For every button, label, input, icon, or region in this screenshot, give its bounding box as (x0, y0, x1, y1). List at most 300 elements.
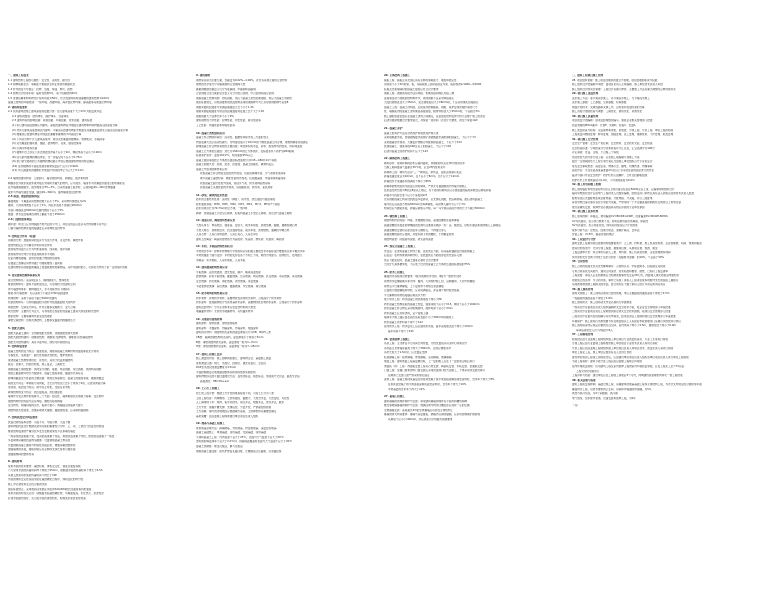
text-line: 在室内增加隔墙、封闭阳台属于增加的线荷载 (8, 257, 60, 261)
text-line: (8) 住宅套内楼梯的梯段净宽，当一边临空时不应小于0.75m (12, 155, 82, 159)
text-line: 设有钢筋混凝土构造柱的抗震多层砖房，应先绑扎钢筋，然后砌砖墙，最后浇筑混凝土 (384, 198, 483, 202)
text-line: 天然大理石：质地较密实、抗压强度较高、吸水率低、质地较软，属碱性中硬石材 (196, 228, 290, 232)
text-line: 吊杆长度大于1.5m时，应设置反支撑 (384, 351, 427, 355)
text-line: 混凝土结构的受力特点：强度较高，钢筋和混凝土两种材料的强度都能充分利用 (8, 349, 99, 353)
text-line: 砌筑砂浆：现场拌制的砂浆应随拌随用，拌制的砂浆应在3h内使用完毕 (384, 161, 466, 165)
text-line: 装配式木结构建筑：具有节能环保、绿色可持续的特点 (8, 340, 71, 344)
text-line: 改善混凝土拌合物流变性能的外加剂，包括各种减水剂、引气剂和泵送剂等 (200, 172, 286, 176)
section-heading: 36. 施工现场管理 (572, 287, 594, 291)
text-line: 高强度螺栓连接处的摩擦面的处理方法通常有喷砂（丸）法、酸洗法、砂轮打磨法和钢丝刷人工除锈法 (384, 223, 501, 227)
section-heading: 12. 饰面石材、陶瓷的特性和应用 (196, 219, 236, 223)
text-line: 木材的含水率：影响木材物理力学性质和应用的最主要的含水率指标是纤维饱和点和平衡含水率 (196, 249, 305, 253)
text-line: （完） (572, 404, 580, 408)
text-line: 木材基层的含水率不得大于12% (388, 387, 425, 391)
section-heading: 24. 预应力混凝土工程施工 (384, 245, 416, 249)
text-line: 混凝土基础施工：单独基础、条形基础、设备基础、筏形基础 (196, 431, 267, 435)
text-line: 门窗与墙体结构连接的接缝处应采用弹性密封材料 (8, 227, 66, 231)
section-heading: 11. 砂浆、砌块的技术性能 (196, 193, 228, 197)
text-line: 框架-剪力墙结构：可以适用于不超过170m高的建筑 (8, 292, 69, 296)
text-line: 超过一定规模的危大工程专项方案应当由施工单位组织召开专家论证会 (572, 160, 653, 164)
text-line: 人工降排地下水：明沟、集水井排水，真空井点，喷射井点，管井井点，截水 (196, 401, 285, 405)
text-line: 砂浆的主要技术性质：流动性（稠度）、保水性、抗压强度与强度等级 (196, 198, 276, 202)
text-line: 直接承受动力荷载的结构构件中，纵向钢筋不宜采用焊接接头 (384, 96, 455, 100)
text-line: (7) 楼梯平台上部及下部过道处的净高不应小于2m，梯段净高不宜小于2.20m (12, 151, 102, 155)
text-line: 天然花岗石：构造致密、强度高、密度大、吸水率极低、质地坚硬、耐磨，属酸性硬石材 (196, 223, 298, 227)
text-line: 防水混凝土养护时间不得少于14d (384, 320, 423, 324)
text-line: 屋面防水工程、有防水要求的卫生间、房间和外墙面的防渗漏，为5年 (572, 387, 652, 391)
text-line: 评定等级：优良、合格、不合格三个等级 (572, 151, 619, 155)
text-line: 一般路段的围挡高度不得低于1.8m (572, 296, 613, 300)
text-line: 平行屋脊的卷材搭接缝应顺流水方向 (384, 293, 426, 297)
text-line: 后浇带混凝土的养护时间不应少于14d (384, 149, 428, 153)
text-line: 墙体水平施工缝应留在高出底板表面不小于300mm的墙体上 (384, 316, 454, 320)
text-line: 危险性较大的分部分项工程：应在施工前编制专项施工方案 (572, 155, 640, 159)
text-line: 2.4 墙体的建筑构造：门窗洞口、墙身细部构造、防潮层、散水和明沟 (8, 177, 89, 181)
text-line: 二级动火作业由项目责任工程师组织拟定防火安全技术措施，报项目安全管理部门批准 (572, 310, 671, 314)
text-line: 单位工程完工后，施工单位应组织有关人员进行自检 (572, 351, 632, 355)
text-line: 防水混凝土应连续浇筑，宜少留施工缝 (384, 311, 429, 315)
text-line: CB类：超薄型钢结构防火涂料，涂层厚度小于或等于3mm (196, 335, 264, 339)
text-line: 采用缓凝型外加剂、大掺量矿物掺合料配制的混凝土，不应少于14d (384, 140, 462, 144)
text-line: (1) 实行建筑高度控制区内建筑，高度按建筑物室外地面至建筑物和构筑物最高点的高度计算 (12, 124, 118, 128)
text-line: 施工组织设计的编制与审批：由项目负责人主持编制，施工单位技术负责人审批 (572, 83, 663, 87)
text-line: 室内防水工程：防水层完工后应做闭水试验，蓄水深度最浅处不得小于10mm (384, 325, 473, 329)
text-line: 合金钢按合金元素的总含量又可分为低合金钢、中合金钢和高合金钢 (196, 92, 274, 96)
text-line: 施工组织设计的动态管理：工程设计有重大修改、主要施工方法有重大调整时应修改或补充 (572, 87, 676, 91)
text-line: 节能装饰型玻璃：着色玻璃、镀膜玻璃、中空玻璃、真空玻璃 (196, 284, 267, 288)
section-heading: 30. 项目施工质量管理 (572, 114, 599, 118)
text-line: 后浇带通常根据设计要求留设，并保留一段时间（若设计无要求，则至少保留14d） (384, 119, 480, 123)
text-line: 当施工期间最高气温超过30℃时，应在2h内使用完毕 (384, 166, 446, 170)
text-line: 砂浆试块边长为70.7mm的立方体，一组3块 (196, 207, 248, 211)
section-heading: 13. 木材、木制品的特性和应用 (196, 245, 233, 249)
text-line: 建筑物的抗震设计根据其使用功能的重要性分为甲、乙、丙、丁类四个抗震设防类别 (8, 425, 104, 429)
text-line: 对跨度不小于4m的梁、板，其模板施工起拱高度宜为梁、板跨度的1/1000~3/1000 (384, 83, 482, 87)
text-line: 装饰玻璃：彩色平板玻璃、釉面玻璃、压花玻璃、喷花玻璃、乳花玻璃、刻花玻璃、冰花玻璃 (196, 275, 303, 279)
text-line: 钢筋实测屈服强度与规定的屈服强度特征值之比不大于1.30 (196, 110, 265, 114)
text-line: 装配式混凝土建筑：全预制装配式结构、预制装配整体式结构 (8, 331, 79, 335)
section-heading: 10. 混凝土的性能和应用 (196, 131, 225, 135)
section-heading: 16. 其他常用建筑材料 (196, 317, 223, 321)
text-line: 安全检查标准：分项检查评分表和检查评分汇总表，汇总表满分为100分 (572, 146, 655, 150)
text-line: 后张法：在构件或块体制作时，在放置预应力筋的部位预先留有孔道 (384, 254, 462, 258)
text-line: 网架结构：空间受力体系，杆件主要承受轴向力，受力合理 (8, 305, 76, 309)
text-line: 常见安全事故类型：高处坠落、物体打击、触电、机械伤害、坍塌事故 (572, 164, 653, 168)
text-column-4 (572, 74, 754, 588)
text-line: 楼面：防水层在墙体四周向上翻起不低于250mm (8, 213, 65, 217)
text-line: 工程质量问题的处理：修补处理、加固处理、返工处理、限制使用、不作处理、报废处理 (572, 133, 674, 137)
text-line: 涂饰工程：混凝土或抹灰基层在用溶剂型腻子找平或直接涂刷溶剂型涂料时，含水率不得大于8% (384, 378, 495, 382)
text-line: 施工成本控制：挣值法，费用偏差CV=BCWP-ACWP，进度偏差SV=BCWP-BCWS (572, 214, 668, 218)
text-line: 1.5 普通房屋和构筑物设计使用年限为50年，纪念性建筑和特别重要的建筑结构为100年 (8, 96, 110, 100)
text-line: 连续梁、板的受力特点：跨中有正弯矩，支座有负弯矩 (8, 386, 71, 390)
text-line: 地面工程：建筑地面工程基层铺设时，上一层的施工应在下一层检验合格后进行 (384, 360, 475, 364)
text-line: 卷材宜平行屋脊铺贴，上下层卷材不得相互垂直铺贴 (384, 284, 444, 288)
text-line: 现场文明施工：施工现场必须实行封闭管理，市区主要路段的围挡高度不得低于2.5m (572, 292, 670, 296)
text-line: 按荷载作用方向分为垂直荷载和水平荷载 (8, 252, 55, 256)
text-line: 钢筋的最大力总伸长率不小于9% (196, 114, 234, 118)
text-line: 调节混凝土凝结时间、硬化性能的外加剂，包括缓凝剂、早强剂和速凝剂等 (200, 177, 286, 181)
section-heading: 2. 建筑构造要求 (8, 105, 28, 109)
text-line: 施工中必须使用安定性合格的水泥 (8, 483, 47, 487)
text-line: 檐沟、天沟纵向坡度不应小于1%，沟底水落差不得超过200mm (8, 204, 82, 208)
text-line: 在楼面上加铺任何材料属于对楼板增加了面荷载 (8, 261, 63, 265)
text-line: 屋面坡度：平屋面采用结构找坡不应小于3%，采用材料找坡宜为2% (8, 199, 87, 203)
text-line: (3) 坡屋顶应按建筑物室外地面至屋檐和屋脊的平均高度计算 (12, 133, 82, 137)
text-line: 施工测量的内容：施工控制网的建立、建筑物定位、基础施工测量 (196, 357, 272, 361)
section-heading: 38. 相关法规与标准 (572, 378, 596, 382)
text-line: 节能工程验收：建筑节能分部工程应由总监理工程师主持验收 (572, 360, 643, 364)
text-line: SV为负值时，表示进度延误，即实际进度落后于计划进度 (572, 224, 638, 228)
text-line: 混凝土拌合物的和易性：流动性、黏聚性和保水性三方面的含义 (196, 136, 269, 140)
text-line: 施工缝的留置位置应在混凝土浇筑之前确定，宜留置在结构受剪力较小且便于施工的部位 (384, 114, 486, 118)
text-line: 常用水泥的技术要求：凝结时间、体积安定性、强度及强度等级 (8, 464, 81, 468)
text-line: 混凝土预制桩：锤击沉桩法、静力压桩法 (196, 445, 243, 449)
text-line: 质量管理的PDCA循环：计划P、实施D、检查C、处置A (572, 124, 636, 128)
text-line: 建筑密封材料：分为定型和非定型密封材料两大类型 (196, 305, 256, 309)
text-line: 框架结构震害的严重部位多发生在框架梁柱节点和填充墙处 (8, 430, 76, 434)
text-line: 施工质量检查与检验：见证取样和送检，检验批、分项工程、分部工程、单位工程的验收 (572, 128, 674, 132)
text-line: 临边与洞口作业安全防护：防护栏杆应由横杆、立杆及挡脚板组成 (572, 174, 648, 178)
text-line: 底模及支架拆除时的混凝土强度应符合设计要求 (384, 87, 439, 91)
text-line: 按结构的反应分为静态作用和动态作用 (8, 243, 53, 247)
text-line: 28. 项目组织管理：施工项目经理部的建立与管理，项目经理的职责与权限 (572, 78, 658, 82)
text-columns (8, 74, 752, 588)
text-line: 1.3 杆件的受力与稳定：拉伸、压缩、弯曲、剪切、扭转 (8, 87, 73, 91)
text-line: 可模性好，适用面广；耐久性和耐火性较好，维护费用低 (8, 354, 73, 358)
text-line: 缺点：自重大，抗裂性较差，施工复杂，工期较长 (8, 363, 66, 367)
text-line: 网络计划技术：关键线路和关键工作，总时差和自由时差的计算 (572, 105, 645, 109)
text-line: 墙与柱应沿高度方向每500mm设2φ6钢筋，每边伸入墙内不应少于1m (384, 202, 466, 206)
text-line: 抗震设防的基本思想：小震不坏、中震可修、大震不倒 (8, 420, 71, 424)
text-line: 高强度螺栓安装时应能自由穿入螺栓孔，不得强行穿入 (384, 228, 447, 232)
text-line: 矿渣水泥耐热性好，火山灰水泥抗渗性较好，粉煤灰水泥抗裂性较高 (8, 496, 86, 500)
text-line: 混凝土强度等级按立方体抗压强度标准值划分为C15~C80共14个等级 (196, 158, 277, 162)
text-line: 基坑验槽：由总监理工程师或建设单位项目负责人组织 (196, 414, 259, 418)
text-line: 索赔成立的条件：与合同对照，事件已造成了承包人工程项目成本的额外支出或直接工期损失 (572, 278, 679, 282)
text-line: 剪力墙结构体系：侧向刚度大，水平荷载作用下侧移小 (8, 287, 71, 291)
text-line: (10) 室内楼梯扶手高度自踏步前缘线量起不宜小于0.90m (12, 164, 79, 168)
text-line: 土的工程性能：内摩擦角、土抗剪强度、黏聚力、天然含水量、天然密度、可松性 (196, 396, 290, 400)
text-line: 改善混凝土其他性能的外加剂，包括膨胀剂、防冻剂、着色剂等 (200, 186, 273, 190)
text-line: 每间宿舍居住人员不得超过16人 (576, 328, 614, 332)
text-line: 流水施工参数：工艺参数、空间参数、时间参数 (572, 101, 627, 105)
text-line: 蓄水时间不得少于24h (388, 329, 414, 333)
text-line: 2.2 建筑的组成：结构体系、围护体系、设备体系 (12, 114, 69, 118)
text-line: 地下防水工程：防水混凝土的抗渗等级不得小于P6 (384, 298, 442, 302)
text-line: (11) 幼儿园建筑的楼梯栏杆垂直杆件间的净空不应大于0.11m (12, 169, 84, 173)
text-line: 1.2 两种极限状态：承载能力极限状态和正常使用极限状态 (8, 83, 76, 87)
text-line: B类：薄型钢结构防火涂料，涂层厚度一般为3~7mm (196, 340, 258, 344)
text-line: 砖墙灰缝宽度宜为10mm，且不应小于8mm，也不应大于12mm (384, 175, 460, 179)
text-line: 在用乳液型腻子找平或直接涂刷乳液型涂料时，含水率不得大于10% (388, 383, 467, 386)
section-heading: 35. 合同管理 (572, 260, 588, 264)
text-line: 砌体结构的受力特点：抗压强度高，抗拉强度低 (8, 390, 63, 394)
text-line: 大体积混凝土工程：内外温差不宜大于25℃，表面与大气温差不宜大于20℃ (196, 435, 284, 439)
text-line: 砌块：普通混凝土小型空心砌块、轻集料混凝土小型空心砌块、蒸压加气混凝土砌块 (196, 211, 292, 215)
text-line: 钢筋实测抗拉强度与实测屈服强度之比不小于1.25 (196, 105, 254, 109)
text-line: 2.1 民用建筑按地上建筑高度或层数分类：住宅建筑高度不大于27m为低层或多层 (8, 110, 102, 114)
text-column-1 (8, 74, 190, 588)
section-heading: 22. 砌体结构工程施工 (384, 157, 411, 161)
section-heading: 27. 幕墙工程施工 (384, 395, 406, 399)
text-line: 受压构件，两端铰接的压杆，临界力最小；两端固定的临界力最大 (8, 404, 84, 408)
text-line: 模板工程：模板及其支架应具有足够的承载能力、刚度和稳定性 (384, 78, 457, 82)
text-line: 工程资料与档案：建设单位应在工程竣工验收后3个月内，向城建档案管理机构移交一套工程档案 (572, 374, 683, 378)
text-line: 流水施工方法：等节奏流水施工、异节奏流水施工、无节奏流水施工 (572, 96, 650, 100)
text-line: 钢材是以铁为主要元素，含碳量为0.02%~2.06%，并含有其他元素的合金材料 (196, 78, 288, 82)
text-column-2 (196, 74, 378, 588)
text-line: 防护栏杆上杆离地高度为1.2m，下杆离地高度为0.6m (572, 178, 635, 182)
text-line: 其他五类常用水泥的终凝时间不得长于10h (8, 473, 58, 477)
text-line: 采用硅酸盐水泥、普通硅酸盐水泥或矿渣硅酸盐水泥配制的混凝土，不应少于7d (384, 136, 476, 140)
text-line: 勒脚部位外抹水泥砂浆或外贴石材等防水耐久的材料，应与散水、墙身水平防潮层形成闭合的防潮系统 (8, 181, 125, 185)
text-line: 高处作业：凡在坠落高度基准面2m及以上有可能坠落的高处进行的作业 (572, 169, 654, 173)
text-line: 建筑安装工程费用项目按费用构成要素划分：人工费、材料费、施工机具使用费、企业管理费、利润、规费和税金 (572, 242, 702, 246)
section-heading: 2.6 门窗的建筑构造 (8, 217, 32, 221)
text-line: 土方回填：填方的边坡坡度应根据填方高度、土的种类和其重要性确定 (196, 410, 277, 414)
text-line: 木材的湿胀干缩与变形：木材的变形在各个方向上不同，顺纹方向最小，径向较大，弦向最大 (196, 254, 303, 258)
text-line: 临时用电组织设计应由电气工程技术人员组织编制，经相关部门审核及具有法人资格企业的技术负责人批准 (572, 192, 694, 196)
text-line: 每台用电设备必须有各自专用的开关箱，严禁用同一个开关箱直接控制两台及两台以上用电设备 (572, 201, 681, 205)
text-line: 建筑钢材的力学性能：拉伸性能、冲击性能、疲劳性能等 (196, 119, 261, 123)
text-line: 土方开挖：遵循开槽支撑、先撑后挖、分层开挖、严禁超挖的原则 (196, 405, 272, 409)
section-heading: 14. 建筑玻璃的特性和应用 (196, 266, 228, 270)
text-line: 平面控制测量必须遵循由整体到局部的组织实施原则 (196, 370, 256, 374)
text-line: (6) 空调冷却塔等设备 (12, 146, 38, 150)
text-line: 钢筋混凝土结构用钢：热轧钢筋、预应力混凝土用热处理钢筋、预应力混凝土用钢丝 (196, 96, 292, 100)
section-heading: 31. 项目施工安全管理 (572, 137, 599, 141)
text-line: 隔声窗：防火门应为向疏散方向开启的平开门，并在关闭后应能从其内外两侧手动开启 (8, 222, 107, 226)
section-heading: 2.5 屋面、楼面的建筑构造 (8, 195, 40, 199)
text-line: 吊顶工程：主龙骨宜平行房间长向布置，分档位置线从吊顶中心向两边分 (384, 342, 467, 346)
text-line: 国家标准规定，有较高要求的抗震结构适用的钢筋牌号为已有带肋钢筋牌号后加E (196, 101, 289, 105)
text-line: 斜槎水平投影长度不应小于高度的2/3 (384, 193, 428, 197)
text-line: 建筑塑料：塑料管道、塑料装饰板材 (196, 322, 238, 326)
section-heading: 20. 主体结构工程施工 (384, 74, 411, 77)
text-line: 现浇混凝土结构整体性好，延性好，适用于抗震抗爆结构 (8, 358, 73, 362)
text-line: 建设单位收到工程竣工验收报告后，应由建设单位项目负责人组织各单位项目负责人进行单位工程验收 (572, 355, 689, 359)
text-line: 当受拉钢筋直径大于25mm、受压钢筋直径大于28mm时，不宜采用绑扎搭接接头 (384, 101, 479, 105)
text-line: 钢结构构件的连接：焊接、普通螺栓连接、高强度螺栓连接和铆接 (384, 219, 460, 223)
section-heading: 33. 项目施工成本管理 (572, 210, 599, 214)
text-line: 装配式钢结构建筑：钢框架结构、钢框架-支撑结构、钢框架-延性墙板结构 (8, 336, 93, 340)
text-line: 屋面防水等级和设防要求：Ⅰ级为两道防水设防，Ⅱ级为一道防水设防 (384, 275, 462, 279)
section-heading: 8. 建筑材料 (8, 460, 23, 464)
text-line: 钢筋混凝土梁的配筋：纵向受力钢筋、箍筋、弯起钢筋、架立钢筋、纵向构造钢筋 (8, 367, 102, 371)
text-line: 在外墙周围做散水，散水坡度为3%~5%，当采用混凝土散水时，应按间距20~30m设伸缩缝 (8, 186, 116, 190)
text-line: 影响混凝土拌合物和易性的主要因素：单位体积用水量、砂率、组成材料的性质、时间和温度 (196, 145, 303, 149)
text-line: 预应力筋张拉时，混凝土强度必须符合设计要求 (384, 258, 439, 262)
text-line: 工程交付使用前进行 (576, 369, 600, 373)
section-heading: 5. 装配式建筑 (8, 326, 25, 330)
text-line: 改善混凝土耐久性的外加剂，包括引气剂、防水剂和阻锈剂等 (200, 181, 271, 185)
text-line: 幕墙的防火构造要求：幕墙与各层楼板、隔墙外沿间的缝隙，应采用岩棉或矿棉封堵 (384, 413, 480, 417)
section-heading: 9. 建筑钢材 (196, 74, 211, 77)
section-heading: 34. 工程造价与计价 (572, 237, 596, 241)
section-heading: 32. 施工用电和施工机械 (572, 183, 601, 187)
section-heading: 4. 常见建筑结构体系和应用 (8, 273, 41, 277)
text-line: 筒体结构：适用于高度不超过300m的建筑 (8, 296, 57, 300)
section-heading: 19. 地基与基础工程施工 (196, 422, 225, 426)
text-line: 散水与外墙交接处设缝，缝宽20~30mm，缝内填柔性密封材料 (8, 190, 82, 194)
text-line: 供热与供冷系统，为2个采暖期、供冷期 (572, 392, 618, 396)
text-line: 堵漏灌浆材料：无机防水堵漏材料、有机灌浆材料 (196, 310, 254, 314)
text-line: 建筑涂料：木器涂料、内墙涂料、外墙涂料、地面涂料 (196, 326, 259, 330)
text-line: 悬索结构：主要承重构件是受拉的钢索 (8, 314, 53, 318)
section-heading: 6. 结构构造要求 (8, 345, 28, 349)
text-line: 平板玻璃：良好的透视、透光性能，隔声、略具保温性能 (196, 270, 261, 274)
text-line: (9) 供日常交通用的公共楼梯的梯段最小净宽应根据建筑物使用特征确定 (12, 160, 95, 164)
text-line: 梁的正截面破坏形式与配筋率、混凝土强度等级、截面形式等有关 (8, 372, 84, 376)
section-heading: 37. 工程验收管理 (572, 333, 594, 337)
text-line: 常用水泥的特性及应用：硅酸盐水泥凝结硬化快、早期强度高、水化热大、抗冻性好 (8, 492, 104, 496)
text-line: 轻质隔墙工程：板材隔墙、骨架隔墙、活动隔墙、玻璃隔墙 (384, 355, 452, 359)
text-line: 1.1 建筑结构工程的可靠性：安全性、适用性、耐久性 (8, 78, 71, 82)
text-line: 标准养护条件：温度20±2℃，相对湿度95%以上 (196, 154, 254, 158)
section-heading: 25. 防水工程施工 (384, 270, 406, 274)
text-line: 配电系统应设置配电柜或总配电箱、分配电箱、开关箱，实行三级配电 (572, 196, 653, 200)
text-line: 饰面板（砖）工程：饰面板安装工程有石材安装、陶瓷板安装、木板安装、金属板安装 (384, 364, 483, 368)
text-line: 高程测设：HB=HA+a-b (200, 379, 229, 383)
text-line: 在砌体上安装门窗严禁采用射钉固定 (388, 373, 430, 377)
text-line: 按荷载作用面大小分为均布面荷载、线荷载、集中荷载 (8, 248, 71, 252)
text-line: 安全生产管理：安全生产责任制、安全教育、安全技术交底、安全检查 (572, 142, 653, 146)
text-line: 碳素钢根据含碳量又可分为低碳钢、中碳钢和高碳钢 (196, 87, 256, 91)
text-line: 预付款的支付比例不得低于签约合同价（扣除暂列金额）的10%，不宜高于30% (572, 255, 664, 259)
text-line: 工程量清单计价：综合单价包括人工费、材料费、施工机具使用费、企业管理费和利润 (572, 251, 671, 255)
text-line: 在抗震设防烈度为8度及8度以上地区，对不能同时砌筑而又必须留置的临时间断处应砌成斜槎 (384, 189, 492, 193)
text-line: 室内环境质量验收：民用建筑工程及室内装修工程的室内环境质量验收，应在工程完工至少7d以后 (572, 365, 685, 368)
text-line: 电气管线、给水排水管道、设备安装和装修工程，为2年 (572, 396, 636, 400)
text-line: 吊杆距主龙骨端部距离不得大于300mm，否则应增加吊杆 (384, 346, 452, 350)
text-line: 抗渗混凝土、强度等级C60及以上的混凝土，不应少于14d (384, 145, 452, 149)
text-line: 水落口周围直径500mm范围内坡度不应小于5% (8, 208, 64, 212)
text-line: 多层砌体房屋的抗震构造措施：设置钢筋混凝土构造柱 (8, 439, 71, 443)
text-line: 人造石材：人造石实体面材、人造石英石、人造石岗石 (196, 233, 259, 237)
text-line: 专用合同条款及其附件、通用合同条款、技术标准和要求、图纸、已标价工程量清单 (572, 269, 668, 273)
text-line: 影响斜截面受力性能的主要因素：剪跨比和高跨比、混凝土的强度等级、腹筋的数量 (8, 377, 104, 380)
section-heading: 23. 钢结构工程施工 (384, 214, 408, 218)
text-line: 1.4 结构设计使用年限：临时性结构5年，易于替换结构25年 (8, 92, 78, 96)
text-line: 钢结构构件的连接方法有焊接、螺栓连接和铆接 (8, 399, 63, 403)
text-line: 岩土的工程分类：根据土方开挖的难易程度不同，可将土石分为八类 (196, 392, 274, 395)
text-line: 立面或大坡面铺贴卷材时，应采用满粘法，并宜减少卷材短边搭接 (384, 289, 460, 293)
text-line: 构造柱应与圈梁连接，砖墙应砌成马牙槎，每一马牙槎沿高度方向的尺寸不超过300mm (384, 207, 485, 211)
text-line: (5) 突出屋面的通风道、烟囱、装饰构件、花架、通信设施等 (12, 142, 82, 146)
text-line: (4) 下列突出物不计入建筑高度内：局部突出屋面的楼梯间、电梯机房、水箱间等 (12, 137, 105, 141)
text-line: 施工现场宿舍内应保证必要的生活空间，室内净高不得小于2.5m，通道宽度不得小于0.9m (572, 324, 677, 328)
text-line: 当设计无具体要求时，不应低于设计的混凝土立方体抗压强度标准值的75% (384, 263, 471, 267)
text-line: 混凝土立方体抗压强度：边长为150mm的立方体试件，在标准条件下养护到28d龄期 (196, 149, 294, 153)
text-line: 框支承玻璃幕墙的制作与安装：玻璃四周与构件凹槽底部应保持一定的空隙 (384, 404, 470, 408)
section-heading: 一、建筑工程技术 (8, 74, 29, 77)
text-line: H类：厚型钢结构防火涂料，涂层厚度一般为7~45mm (196, 345, 260, 349)
section-heading: 二、建筑工程项目施工管理 (572, 74, 604, 77)
text-line: 先张法：在浇筑混凝土构件之前，张拉预应力筋，将其临时锚固在台座或钢模上 (384, 249, 475, 253)
text-line: 混合结构体系：适宜6层以下，横向刚度大，整体性好 (8, 278, 70, 282)
text-line: 施工现场临时用电设备在5台及以上或设备总容量在50kW及以上者，应编制用电组织设计 (572, 187, 675, 191)
text-line: 设置钢筋混凝土圈梁与构造柱连接起来，增强房屋的整体性 (8, 443, 76, 447)
text-line: 全玻幕墙安装：高度超过4m的全玻幕墙应吊挂在主体结构上 (384, 408, 454, 412)
section-heading: 15. 防水材料的特性和应用 (196, 292, 228, 296)
section-heading: 29. 项目施工进度管理 (572, 92, 599, 96)
text-line: 一级动火作业由项目负责人组织编制防火安全技术方案，报企业安全管理部门审查批准 (572, 305, 671, 309)
text-line: 砖砌体的转角处和交接处应同时砌筑，严禁无可靠措施的内外墙分砌施工 (384, 184, 467, 188)
text-line: 墙体作为受压构件的验算分三个方面：稳定性、墙体极限状态承载力验算、受压构件 (8, 395, 104, 399)
text-line: 钢结构涂装：防腐涂料涂装、防火涂料涂装 (384, 237, 434, 241)
text-line: 防水混凝土结构底板的混凝土垫层，强度等级不应小于C15，厚度不应小于100mm (384, 302, 480, 306)
section-heading: 26. 装饰装修工程施工 (384, 337, 411, 341)
text-line: 建筑防火材料：钢结构防火涂料按涂层厚度可分为CB、B和H三类 (196, 331, 271, 335)
text-line: 安全玻璃：防火玻璃、钢化玻璃、夹丝玻璃、夹层玻璃 (196, 279, 259, 283)
text-line: 浇筑体的降温速率不宜大于2.0℃/d，拆除保温覆盖时表面与大气温差不应大于20℃ (196, 440, 293, 444)
text-line: 钢筋混凝土灌注桩：泥浆护壁钻孔灌注桩、长螺旋钻孔压灌桩、沉管灌注桩 (196, 449, 282, 453)
text-line: 国家标准规定，采用胶砂法来测定水泥的3d和28d的抗压强度和抗折强度 (8, 487, 92, 491)
text-line: 混凝土外加剂的种类和应用： (196, 167, 230, 171)
section-heading: 7. 结构抗震设计构造要求 (8, 416, 38, 420)
text-line: 施工进度计划的检查与调整：工期优化、费用优化、资源优化 (572, 110, 643, 114)
text-line: 混凝土结构的环境类别：一般环境、冻融环境、海洋氯化物环境、除冰盐等其他氯化物环境 (8, 101, 112, 105)
text-line: 价值工程：V=F/C，提高价值的途径 (572, 233, 614, 237)
text-line: 桁架结构体系：可利用截面较小的杆件组成截面较大的构件 (8, 301, 76, 305)
text-line: 造成费用增加或工期损失的原因，按合同约定不属于承包人的行为责任或风险责任 (572, 283, 666, 287)
text-line: 环境保护：施工现场污水排放要与所在地县级以上人民政府市政管理部门签署污水排放许可协议 (572, 319, 681, 323)
text-line: 门窗工程：金属门窗和塑料门窗安装应采用预留洞口的方法施工，不得采用边安装边砌口 (384, 369, 486, 373)
text-line: 加强墙体的连接，楼板和梁应有足够的支承长度和可靠连接 (8, 448, 76, 452)
text-line: 薄壁空间结构：也称壳体结构，主要承受曲面内的轴向压力 (8, 319, 76, 323)
text-line: 分项工程应由专业监理工程师组织施工单位项目专业技术负责人等进行验收 (572, 342, 658, 346)
text-line: 施工现场防火：施工现场动火作业必须执行审批制度 (572, 301, 632, 305)
text-line: 水泥的体积安定性是指水泥在凝结硬化过程中，体积变化的均匀性 (8, 478, 84, 482)
text-line: 拱式结构：主要内力为压力，可利用抗压性能好的混凝土建造大跨度的拱式结构 (8, 310, 99, 314)
text-line: 分部工程应由总监理工程师组织施工单位项目负责人和项目技术、质量负责人等进行验收 (572, 346, 674, 350)
text-line: 钢结构抗火性能差，需要采取防火措施；耐腐蚀性差，应采取防腐措施 (8, 408, 89, 412)
text-line: 三级动火作业由所在班组填写动火申请表，经项目责任工程师和项目安全管理部门审查批准 (572, 314, 676, 318)
text-line: 在建筑物原有的楼面或屋面上放置或悬挂较重物品，其作用面积很小，可简化为作用于某一点的集中荷载 (8, 266, 128, 270)
text-line: 项目质量计划编制：由项目经理组织编写，须报企业相关管理部门批准 (572, 119, 653, 123)
text-line: CV为负值时，表示执行效果不佳，即实际费用超过预算值，即超支 (572, 219, 649, 223)
text-line: 工艺性能：弯曲性能和焊接性能等 (196, 124, 235, 128)
text-line: 砖砌体工程：砌筑方法有"三一"砌筑法、挤浆法、刮浆法和满口灰法 (384, 170, 462, 174)
text-line: 按造价形成划分：分部分项工程费、措施项目费、其他项目费、规费、税金 (572, 246, 658, 250)
text-line: 混凝土的耐久性：抗渗、抗冻、抗侵蚀、混凝土的碳化、碱骨料反应 (196, 163, 274, 167)
text-line: 防水涂料：按成膜物质分为沥青基防水涂料、高聚物改性沥青防水涂料、合成高分子防水涂料 (196, 301, 303, 305)
text-line: 2.3 建筑构造的影响因素：荷载因素、环境因素、技术因素、建筑标准 (12, 119, 93, 123)
text-line: 砂浆强度等级：M30、M25、M20、M15、M10、M7.5、M5共7个等级 (196, 202, 280, 206)
section-heading: 17. 建筑工程施工技术 (196, 352, 223, 356)
text-line: 坍落度越大表示流动性越大；对坍落度值小于10mm的干硬性混凝土拌合物，用维勃稠度试验测定 (196, 140, 309, 144)
text-line: 常用地基处理方法：换填地基、夯实地基、挤密桩地基、深层密实地基 (196, 426, 277, 430)
text-line: 混凝土工程：混凝土浇筑前，应检查并控制模板、钢筋、保护层和预埋件等的尺寸 (384, 105, 478, 109)
text-line: 柱、墙模板内的混凝土浇筑倾落高度限值，粗骨料粒径大于25mm时，不宜超过3m (384, 110, 480, 114)
text-line: 高强度螺栓超拧应更换，并废弃换下来的螺栓，不得重复使用 (384, 233, 455, 237)
text-line: 砖墙的水平灰缝砂浆饱满度不得小于80% (384, 180, 432, 184)
text-line: 板的受力特点：单向板与双向板，当长边与短边之比小于或等于2时，应按双向板计算 (8, 381, 106, 385)
text-line: 木制品：实木地板、人造木地板、人造木板 (196, 258, 246, 262)
text-line: 成本分析方法：比较法、因素分析法、差额计算法、比率法 (572, 228, 640, 232)
text-line: 钢筋工程：钢筋的连接方法有焊接、机械连接和绑扎连接三种 (384, 92, 455, 96)
section-heading: 3. 结构设计作用（荷载） (8, 234, 38, 238)
text-column-3 (384, 74, 566, 588)
text-line: 加强楼梯间的整体性等 (8, 452, 34, 456)
text-line: DS3型水准仪的测量精度为±3mm (196, 366, 237, 370)
text-line: (2) 非实行建筑高度控制区内建筑：平屋顶应按建筑物室外地面至其屋面面层或女儿墙顶点的高度计算 (12, 128, 129, 132)
text-line: 荷载的分类：按随时间的变异分为永久作用、可变作用、偶然作用 (8, 239, 84, 243)
text-line: 工程索赔：承包人应在知道或应当知道索赔事件发生后28天内，向监理人递交索赔意向通知书 (572, 274, 680, 278)
text-line: 建筑工程质量保修期：基础设施工程、房屋建筑的地基基础工程和主体结构工程，为设计文件规定的合理使用年限 (572, 383, 702, 387)
text-line: 其厚度不应小于100mm，并应满足设计的耐火极限要求 (388, 417, 453, 421)
